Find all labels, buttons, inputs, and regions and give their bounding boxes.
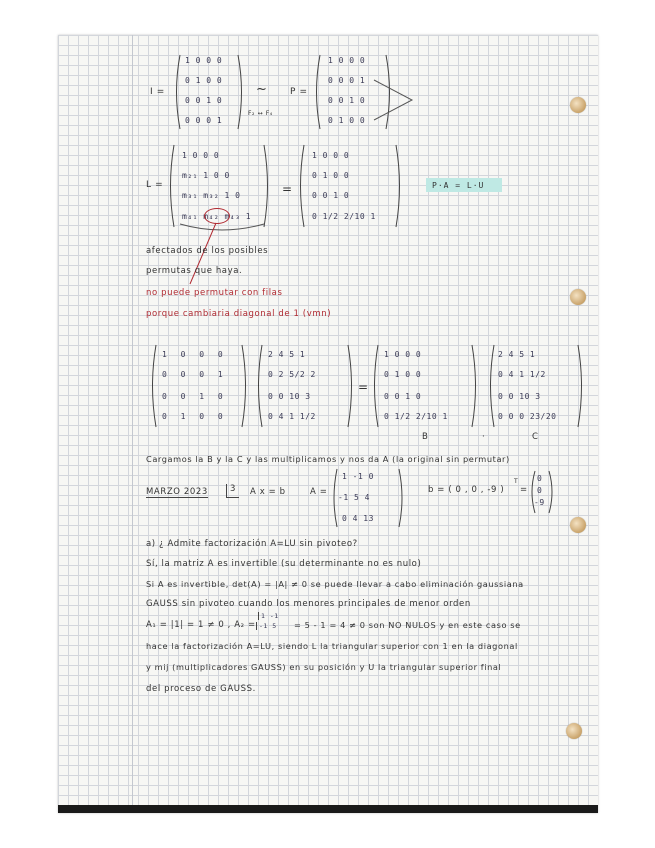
answer-line-7: del proceso de GAUSS. [146,684,256,694]
identity-row-4: 0 0 0 1 [185,116,223,125]
prod-p-left-bracket [148,344,158,428]
vector-b-right-bracket [548,470,556,514]
minor-row-1: 1 -1 [258,612,279,620]
row-swap-note: F₂ ↔ F₄ [248,110,273,117]
label-dot: · [482,432,486,442]
prod-u2-row-3: 0 0 10 3 [498,392,541,401]
prod-u-left-bracket [254,344,264,428]
exam-number: 3 [226,484,239,498]
equals-sign-1: = [282,182,293,196]
prod-u-row-1: 2 4 5 1 [268,350,306,359]
page-bottom-edge [58,805,598,813]
lower-row-4: m₄₁ m₄₂ m₄₃ 1 [182,212,252,221]
answer-line-4b: = 5 - 1 = 4 ≠ 0 son NO NULOS y en este caso se [294,620,521,630]
prod-u-row-3: 0 0 10 3 [268,392,311,401]
prod-p-right-bracket [240,344,250,428]
vector-b-row-3: -9 [534,498,545,507]
note-permutations: permutas que haya. [146,266,243,276]
prod-u-row-2: 0 2 5/2 2 [268,370,316,379]
line-cargamos: Cargamos la B y la C y las multiplicamos y nos da A (la original sin permutar) [146,454,510,464]
permutation-label: P = [290,87,308,97]
prod-l-row-3: 0 0 1 0 [384,392,422,401]
identity-row-3: 0 0 1 0 [185,96,223,105]
exam-label: MARZO 2023 [146,487,208,497]
matrix-a-label: A = [310,487,328,497]
prod-l-row-4: 0 1/2 2/10 1 [384,412,448,421]
pa-lu-formula: P·A = L·U [432,181,485,190]
permutation-left-bracket [312,54,322,130]
prod-u2-row-4: 0 0 0 23/20 [498,412,557,421]
vector-b-row-2: 0 [537,486,543,495]
lower-num-row-1: 1 0 0 0 [312,151,350,160]
vector-b-transpose: T [514,478,519,485]
prod-u2-row-2: 0 4 1 1/2 [498,370,546,379]
margin-line [132,35,133,813]
lower-num-left-bracket [296,144,306,228]
prod-p-row-2: 0 0 0 1 [162,370,224,379]
answer-line-3: GAUSS sin pivoteo cuando los menores principales de menor orden [146,599,471,609]
prod-p-row-1: 1 0 0 0 [162,350,224,359]
prod-l-left-bracket [370,344,380,428]
identity-right-bracket [236,54,246,130]
prod-u-right-bracket [346,344,356,428]
equals-sign-2: = [358,380,369,394]
answer-line-5: hace la factorización A=LU, siendo L la triangular superior con 1 en la diagonal [146,641,518,651]
binder-hole-4 [566,723,582,739]
matrix-a-row-1: 1 -1 0 [342,472,374,481]
matrix-a-row-2: -1 5 4 [338,493,370,502]
lower-row-3: m₃₁ m₃₂ 1 0 [182,191,241,200]
note-red-1: no puede permutar con filas [146,288,283,298]
identity-left-bracket [172,54,182,130]
prod-u2-right-bracket [576,344,586,428]
identity-row-1: 1 0 0 0 [185,56,223,65]
lower-num-row-2: 0 1 0 0 [312,171,350,180]
prod-l-right-bracket [470,344,480,428]
answer-line-6: y mij (multiplicadores GAUSS) en su posición y U la triangular superior final [146,662,502,672]
note-affected: afectados de los posibles [146,246,269,256]
swap-arrow-icon [372,76,420,124]
permutation-row-2: 0 0 0 1 [328,76,366,85]
label-c: C [532,432,539,442]
question-a: a) ¿ Admite factorización A=LU sin pivoteo? [146,539,358,549]
binder-hole-1 [570,97,586,113]
label-b: B [422,432,429,442]
binder-hole-2 [570,289,586,305]
lower-num-row-4: 0 1/2 2/10 1 [312,212,376,221]
lower-row-2: m₂₁ 1 0 0 [182,171,230,180]
lower-left-bracket [166,144,176,228]
answer-line-2: Si A es invertible, det(A) = |A| ≠ 0 se puede llevar a cabo eliminación gaussiana [146,579,524,589]
minor-row-2: -1 5 [256,622,277,630]
permutation-row-1: 1 0 0 0 [328,56,366,65]
prod-u2-row-1: 2 4 5 1 [498,350,536,359]
permutation-row-3: 0 0 1 0 [328,96,366,105]
lower-label: L = [146,180,164,190]
prod-p-row-3: 0 0 1 0 [162,392,224,401]
system-equation: A x = b [250,487,286,497]
note-red-2: porque cambiaria diagonal de 1 (vmn) [146,309,332,319]
prod-l-row-2: 0 1 0 0 [384,370,422,379]
prod-p-row-4: 0 1 0 0 [162,412,224,421]
lower-num-row-3: 0 0 1 0 [312,191,350,200]
matrix-a-right-bracket [398,468,406,528]
prod-u-row-4: 0 4 1 1/2 [268,412,316,421]
binder-hole-3 [570,517,586,533]
similar-sign: ~ [256,82,268,97]
permutation-row-4: 0 1 0 0 [328,116,366,125]
answer-line-1: Sí, la matriz A es invertible (su determinante no es nulo) [146,559,422,569]
prod-u2-left-bracket [486,344,496,428]
identity-label: I = [150,87,165,97]
vector-b-row-1: 0 [537,474,543,483]
vector-b: b = ( 0 , 0 , -9 ) [428,485,505,495]
matrix-a-left-bracket [330,468,338,528]
vector-b-equals: = [520,485,528,495]
vector-b-left-bracket [528,470,536,514]
lower-num-right-bracket [394,144,404,228]
identity-row-2: 0 1 0 0 [185,76,223,85]
answer-line-4a: A₁ = |1| = 1 ≠ 0 , A₂ = [146,620,256,630]
prod-l-row-1: 1 0 0 0 [384,350,422,359]
lower-row-1: 1 0 0 0 [182,151,220,160]
matrix-a-row-3: 0 4 13 [342,514,374,523]
